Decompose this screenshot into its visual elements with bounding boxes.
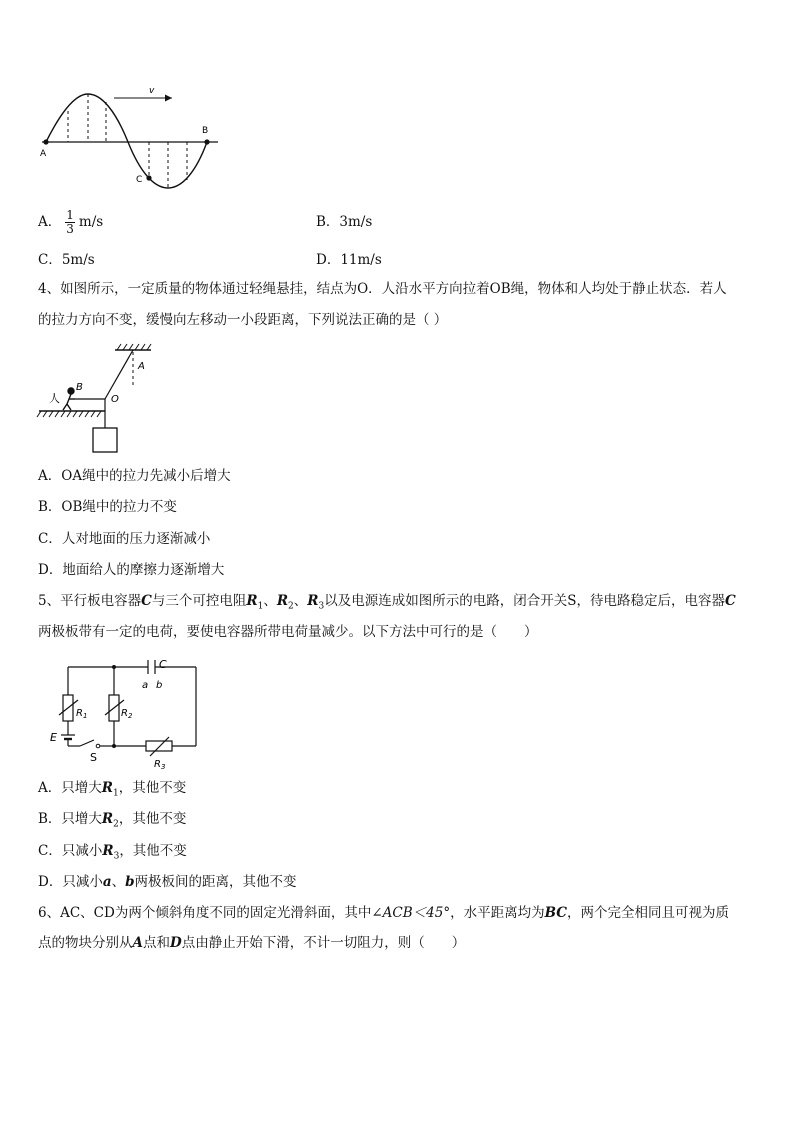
label-s: S xyxy=(90,751,97,764)
q5-option-b: B．只增大$R_2$，其他不变 xyxy=(38,811,187,830)
q4-option-c: C．人对地面的压力逐渐减小 xyxy=(38,531,211,547)
label-b: B xyxy=(202,126,209,136)
circuit-figure xyxy=(42,655,212,770)
label-b: B xyxy=(76,382,83,393)
q4-option-b: B．OB绳中的拉力不变 xyxy=(38,499,177,515)
label-r3: $R_3$ xyxy=(154,759,166,770)
wave-curve xyxy=(46,94,207,188)
q5-option-a: A．只增大$R_1$，其他不变 xyxy=(38,780,187,799)
rope-oa xyxy=(105,350,133,399)
hanging-block xyxy=(93,428,117,452)
rope-figure xyxy=(35,340,195,460)
point-c xyxy=(146,175,151,180)
q5-option-c: C．只减小$R_3$，其他不变 xyxy=(38,843,187,862)
label-o: O xyxy=(111,394,119,405)
q4-stem-line2: 的拉力方向不变，缓慢向左移动一小段距离，下列说法正确的是（ ） xyxy=(38,312,448,328)
q6-stem-line2: 点的物块分别从A点和D点由静止开始下滑，不计一切阻力，则（ ） xyxy=(38,935,466,951)
label-c: C xyxy=(136,175,143,185)
junction-bottom xyxy=(112,744,116,748)
label-a: a xyxy=(142,680,149,691)
q3-option-c: C．5m/s xyxy=(38,252,95,268)
label-r2: $R_2$ xyxy=(121,708,133,720)
point-a xyxy=(43,139,48,144)
label-v: v xyxy=(149,86,155,96)
point-b xyxy=(204,139,209,144)
junction-top xyxy=(112,665,116,669)
q3-option-d: D．11m/s xyxy=(316,252,382,268)
switch-contact xyxy=(96,744,100,748)
label-a: A xyxy=(40,149,47,159)
q3-option-b: B．3m/s xyxy=(316,214,373,230)
q3-option-a: A． $\frac{1}{3}$ m/s xyxy=(38,208,104,236)
label-c: C xyxy=(159,658,167,671)
q5-stem-line2: 两极板带有一定的电荷，要使电容器所带电荷量减少。以下方法中可行的是（ ） xyxy=(38,624,538,640)
person-figure xyxy=(63,388,75,410)
label-e: E xyxy=(50,731,57,744)
fraction-one-third: $\frac{1}{3}$ xyxy=(66,208,74,236)
q5-option-d: D．只减小a、b两极板间的距离，其他不变 xyxy=(38,874,297,890)
wave-figure xyxy=(30,78,230,196)
q6-stem-line1: 6、AC、CD为两个倾斜角度不同的固定光滑斜面，其中∠ACB＜45°，水平距离均为BC，两个完全相同且可视为质 xyxy=(38,905,729,921)
q4-option-a: A．OA绳中的拉力先减小后增大 xyxy=(38,468,231,484)
q4-stem-line1: 4、如图所示，一定质量的物体通过轻绳悬挂，结点为O．人沿水平方向拉着OB绳，物体和人均处于静止状态．若人 xyxy=(38,281,727,297)
label-r1: $R_1$ xyxy=(76,708,88,720)
q5-stem-line1: 5、平行板电容器C与三个可控电阻$R_1$、$R_2$、$R_3$以及电源连成如图所示的电路，闭合开关S，待电路稳定后，电容器C xyxy=(38,593,736,612)
label-person: 人 xyxy=(49,392,60,405)
label-a: A xyxy=(138,361,145,372)
q4-option-d: D．地面给人的摩擦力逐渐增大 xyxy=(38,562,225,578)
label-b: b xyxy=(156,680,163,691)
